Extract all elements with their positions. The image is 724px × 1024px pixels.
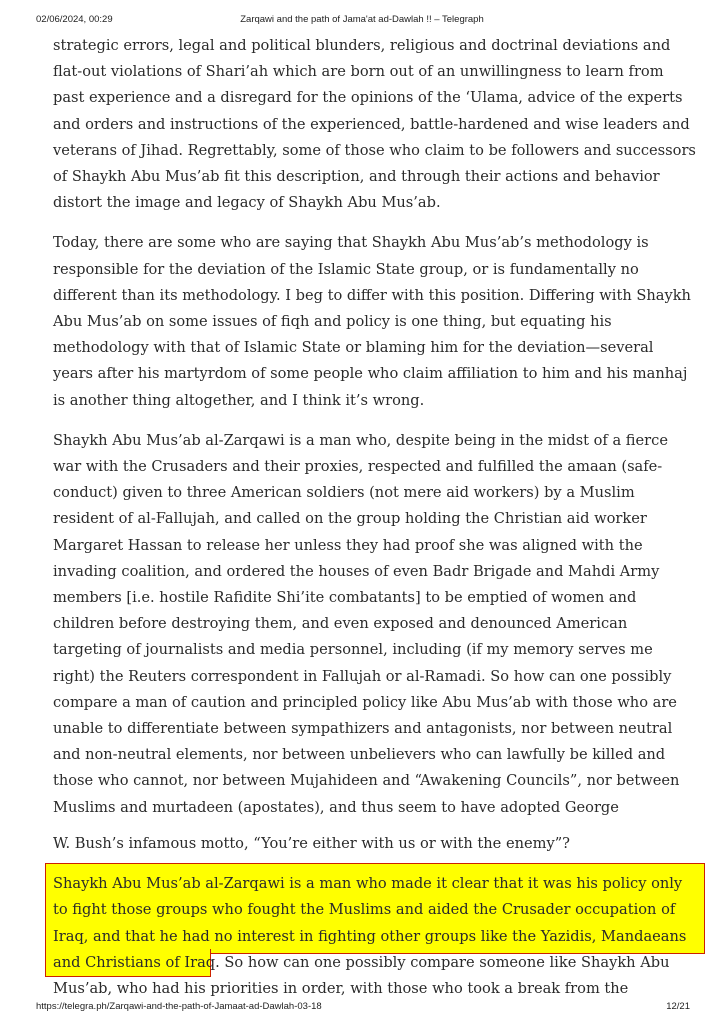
highlighted-text: Shaykh Abu Mus’ab al-Zarqawi is a man who made it clear that it was his policy only to fight those groups who fought the Muslims and aided the Crusader occupation of Iraq, and that he had no interest in fighting other groups like the Yazidis, Mandaeans and Christians of Iraq.: [53, 875, 687, 971]
paragraph: Shaykh Abu Mus’ab al-Zarqawi is a man who, despite being in the midst of a fierce war with the Crusaders and their proxies, respected and fulfilled the amaan (safe-conduct) given to three American soldiers (not mere aid workers) by a Muslim resident of al-Fallujah, and called on the group holding the Christian aid worker Margaret Hassan to release her unless they had proof she was aligned with the invading coalition, and ordered the houses of even Badr Brigade and Mahdi Army members [i.e. hostile Rafidite Shi’ite combatants] to be emptied of women and children before destroying them, and even exposed and denounced American targeting of journalists and media personnel, including (if my memory serves me right) the Reuters correspondent in Fallujah or al-Ramadi. So how can one possibly compare a man of caution and principled policy like Abu Mus’ab with those who are unable to differentiate between sympathizers and antagonists, nor between neutral and non-neutral elements, nor between unbelievers who can lawfully be killed and those who cannot, nor between Mujahideen and “Awakening Councils”, nor between Muslims and murtadeen (apostates), and thus seem to have adopted George: [53, 431, 680, 816]
highlighted-paragraph: [53, 871, 698, 1002]
print-url: https://telegra.ph/Zarqawi-and-the-path-of-Jamaat-ad-Dawlah-03-18: [36, 1001, 322, 1012]
print-page-title: Zarqawi and the path of Jama'at ad-Dawlah !! – Telegraph: [240, 14, 484, 25]
article-body: [53, 33, 698, 1016]
print-datetime: 02/06/2024, 00:29: [36, 14, 113, 25]
print-header: [0, 14, 724, 28]
paragraph: W. Bush’s infamous motto, “You’re either with us or with the enemy”?: [53, 834, 571, 852]
paragraph-continuation: So how can one possibly compare someone like Shaykh Abu Mus’ab, who had his priorities in order, with those who took a break from the: [53, 953, 670, 997]
paragraph: strategic errors, legal and political blunders, religious and doctrinal deviations and flat-out violations of Shari’ah which are born out of an unwillingness to learn from past experience and a disregard for the opinions of the ‘Ulama, advice of the experts and orders and instructions of the experienced, battle-hardened and wise leaders and veterans of Jihad. Regrettably, some of those who claim to be followers and successors of Shaykh Abu Mus’ab fit this description, and through their actions and behavior distort the image and legacy of Shaykh Abu Mus’ab.: [53, 37, 696, 212]
print-footer: [0, 1001, 724, 1015]
page-number: 12/21: [666, 1001, 690, 1012]
paragraph: Today, there are some who are saying that Shaykh Abu Mus’ab’s methodology is responsible for the deviation of the Islamic State group, or is fundamentally no different than its methodology. I beg to differ with this position. Differing with Shaykh Abu Mus’ab on some issues of fiqh and policy is one thing, but equating his methodology with that of Islamic State or blaming him for the deviation—several years after his martyrdom of some people who claim affiliation to him and his manhaj is another thing altogether, and I think it’s wrong.: [53, 234, 691, 409]
